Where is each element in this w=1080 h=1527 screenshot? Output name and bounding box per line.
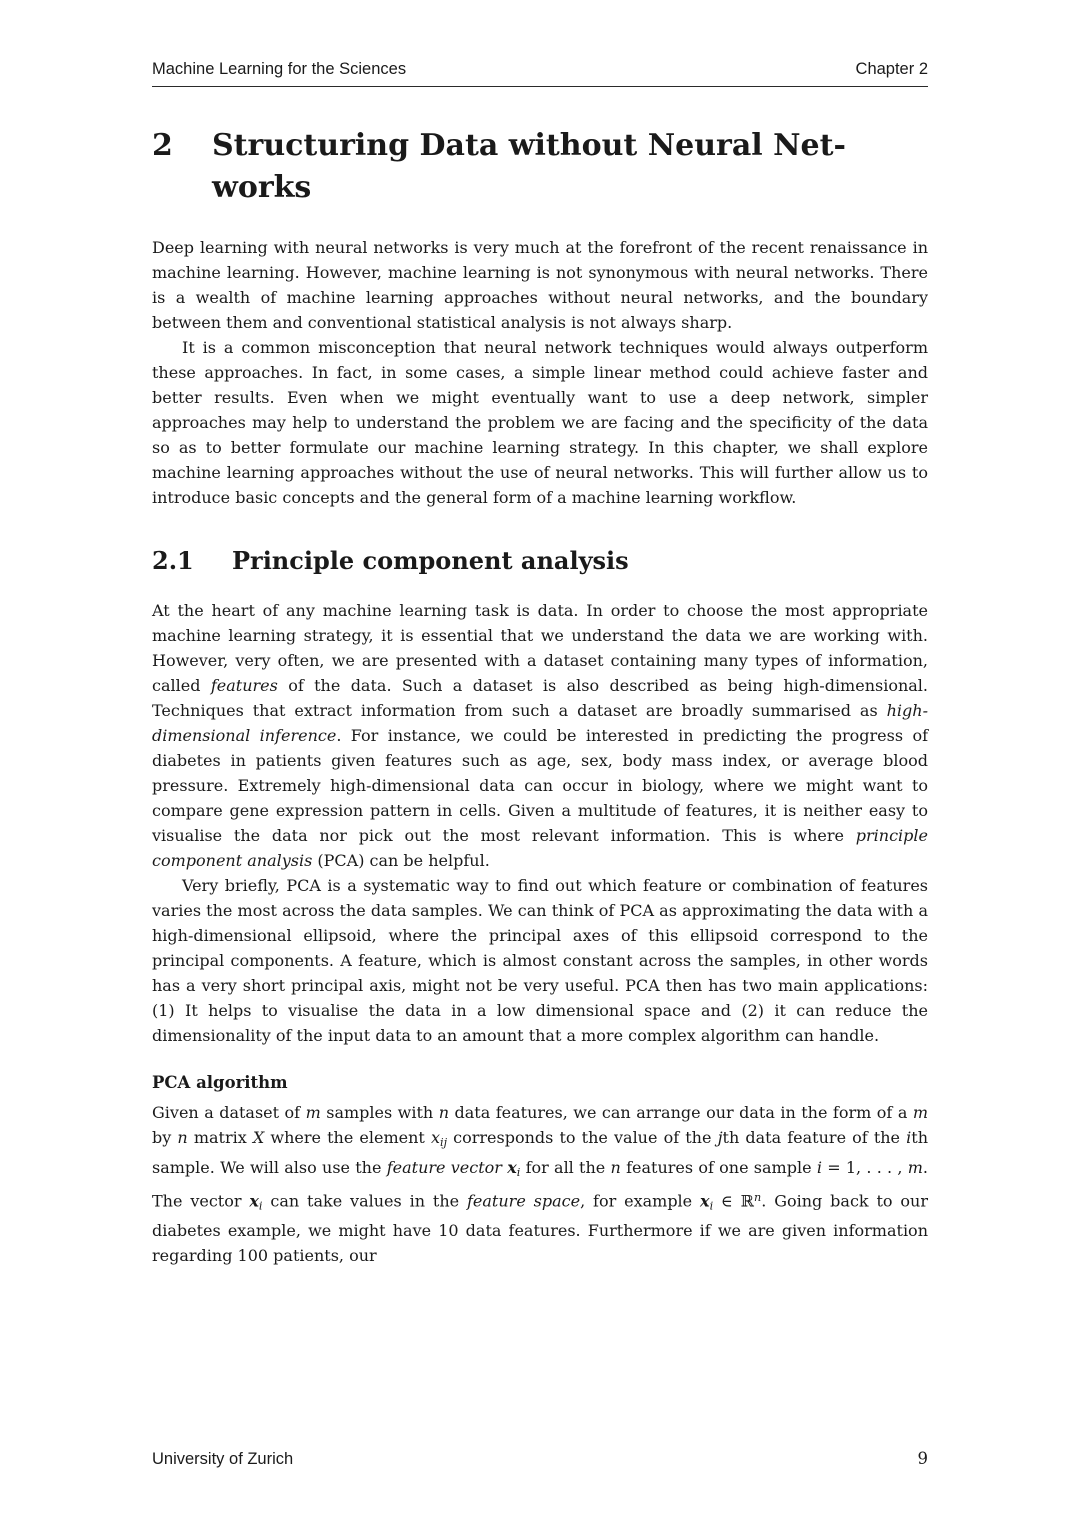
paragraph-intro-1: Deep learning with neural networks is very much at the forefront of the recent renaissance in machine learning. However, machine learning is not synonymous with neural networks. There is a wealth of machine learning approaches without neural networks, and the boundary between them and conventional statistical analysis is not always sharp.: [152, 238, 928, 332]
section-title-line-2: works: [212, 170, 312, 205]
page-footer: [152, 1449, 928, 1469]
running-head-title: Machine Learning for the Sciences: [152, 60, 407, 78]
page-header: [152, 0, 928, 79]
section-heading: [152, 125, 928, 209]
paragraph-intro-2: It is a common misconception that neural network techniques would always outperform these approaches. In fact, in some cases, a simple linear method could achieve faster and better results. Even when we might eventually want to use a deep network, simpler approaches may help to understand the problem we are facing and the specificity of the data so as to better formulate our machine learning strategy. In this chapter, we shall explore machine learning approaches without the use of neural networks. This will further allow us to introduce basic concepts and the general form of a machine learning workflow.: [152, 338, 928, 507]
subsection-number: 2.1: [152, 546, 194, 575]
page-body: [152, 125, 928, 1268]
paragraph-pca-1: At the heart of any machine learning task is data. In order to choose the most appropriate machine learning strategy, it is essential that we understand the data we are working with. However, very often, we are presented with a dataset containing many types of information, called features of the data. Such a dataset is also described as being high-dimensional. Techniques that extract information from such a dataset are broadly summarised as high-dimensional inference. For instance, we could be interested in predicting the progress of diabetes in patients given features such as age, sex, body mass index, or average blood pressure. Extremely high-dimensional data can occur in biology, where we might want to compare gene expression pattern in cells. Given a multitude of features, it is neither easy to visualise the data nor pick out the most relevant information. This is where principle component analysis (PCA) can be helpful.: [152, 601, 929, 870]
section-number: 2: [152, 128, 173, 163]
subsection-heading: [152, 546, 928, 576]
section-title-line-1: Structuring Data without Neural Net-: [212, 128, 846, 163]
page-number: 9: [917, 1449, 928, 1468]
paragraph-pca-2: Very briefly, PCA is a systematic way to find out which feature or combination of features varies the most across the data samples. We can think of PCA as approximating the data with a high-dimensional ellipsoid, where the principal axes of this ellipsoid correspond to the principal components. A feature, which is almost constant across the samples, in other words has a very short principal axis, might not be very useful. PCA then has two main applications: (1) It helps to visualise the data in a low dimensional space and (2) it can reduce the dimensionality of the input data to an amount that a more complex algorithm can handle.: [152, 876, 928, 1045]
footer-institution: University of Zurich: [152, 1450, 294, 1468]
header-rule: [152, 86, 928, 87]
pca-algorithm-heading: PCA algorithm: [152, 1073, 288, 1092]
running-head-chapter: Chapter 2: [855, 60, 928, 78]
paragraph-pca-algorithm: Given a dataset of m samples with n data features, we can arrange our data in the form of a m by n matrix X where the element $x_{ij}$ corresponds to the value of the jth data feature of the ith sample. We will also use the feature vector $x_i$ for all the n features of one sample i = 1, . . . , m. The vector $x_i$ can take values in the feature space, for example $x_i$ ∈ ℝ$^n$. Going back to our diabetes example, we might have 10 data features. Furthermore if we are given information regarding 100 patients, our: [152, 1103, 929, 1265]
subsection-title: Principle component analysis: [232, 546, 629, 575]
section-title: [212, 125, 846, 209]
